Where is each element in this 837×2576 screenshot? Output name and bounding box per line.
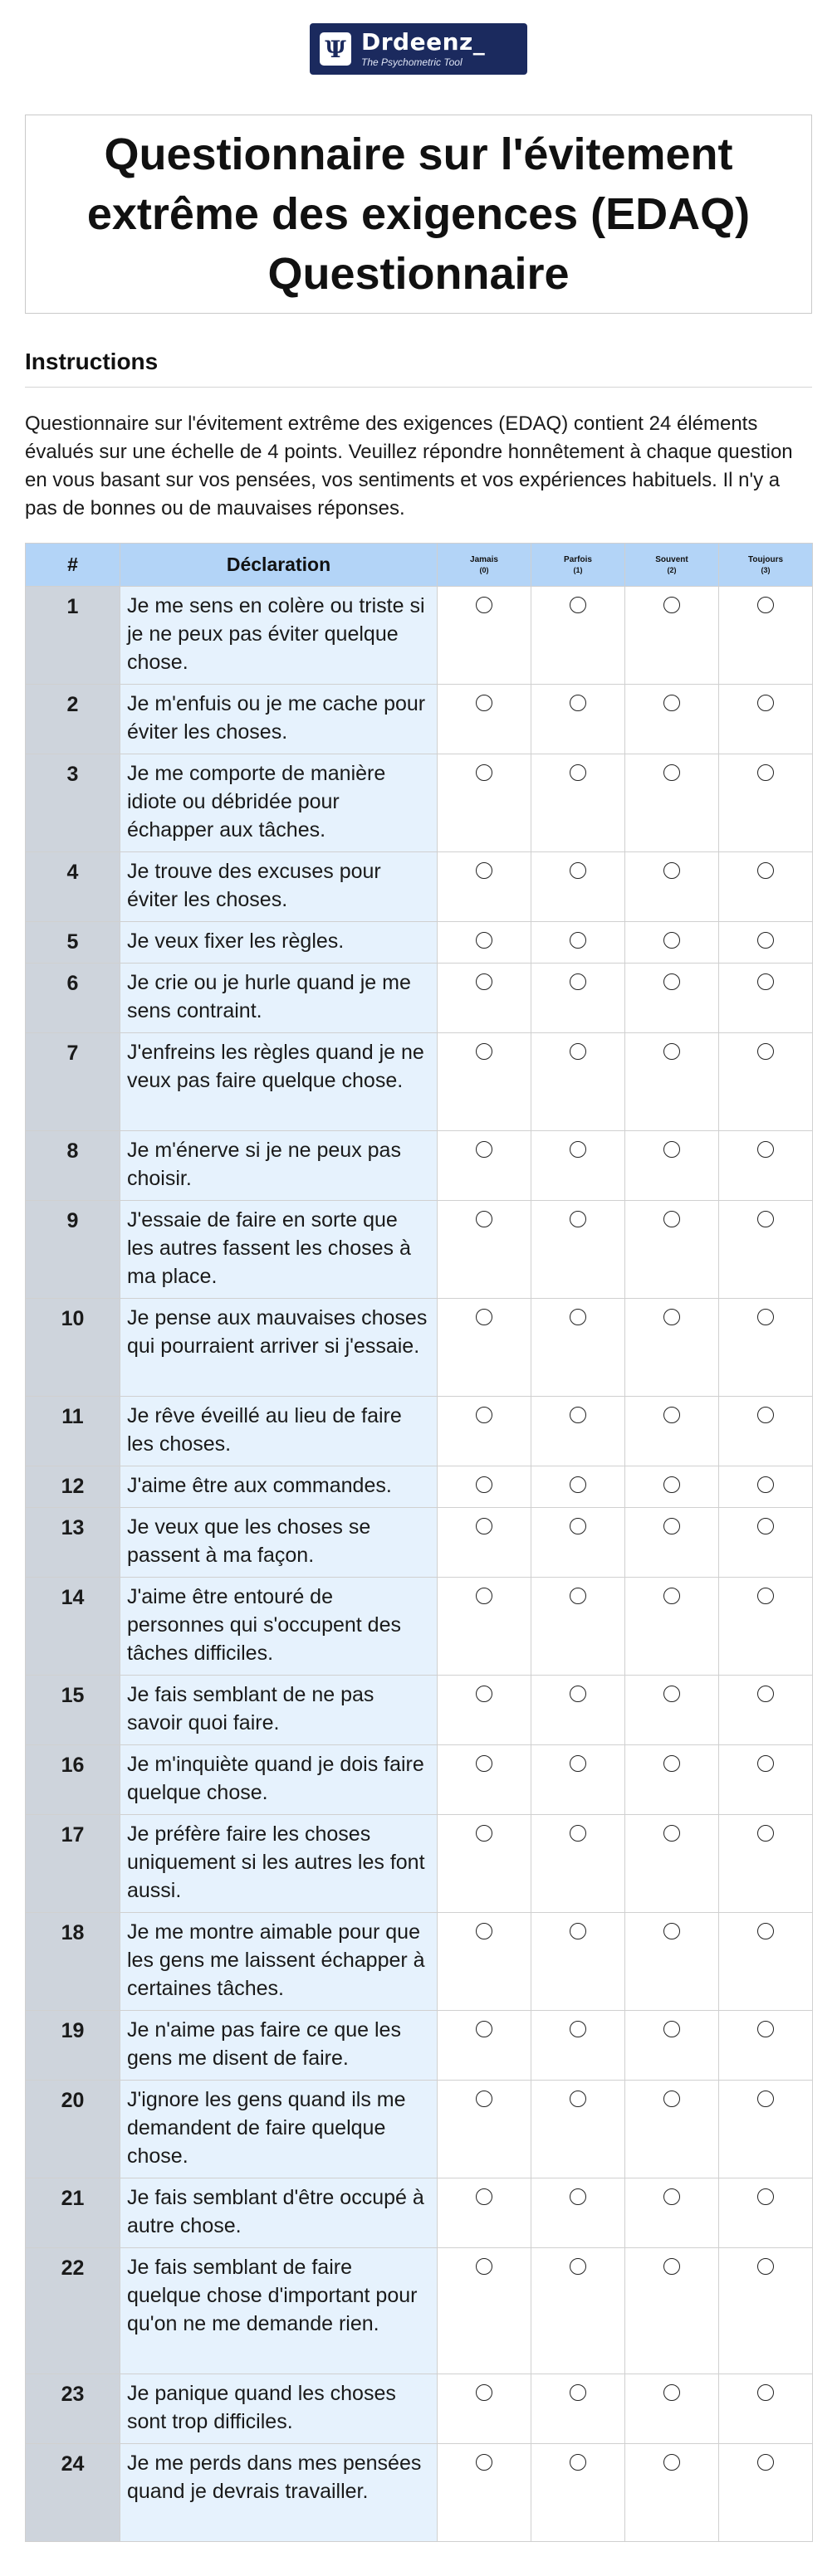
item-number: 23 (26, 2374, 120, 2444)
option-cell-toujours (719, 1913, 813, 2011)
table-row (26, 1578, 813, 1676)
item-statement: Je trouve des excuses pour éviter les choses. (120, 852, 438, 922)
radio-souvent[interactable] (663, 932, 680, 949)
item-number: 11 (26, 1397, 120, 1466)
option-cell-jamais (438, 852, 531, 922)
instructions-heading: Instructions (25, 349, 159, 374)
option-cell-parfois (531, 1397, 625, 1466)
radio-souvent[interactable] (663, 1043, 680, 1060)
radio-souvent[interactable] (663, 1211, 680, 1227)
item-statement: Je me perds dans mes pensées quand je devrais travailler. (120, 2444, 438, 2542)
questionnaire-table (25, 543, 813, 2542)
option-cell-toujours (719, 1131, 813, 1201)
option-cell-parfois (531, 1299, 625, 1397)
option-cell-jamais (438, 1299, 531, 1397)
radio-souvent[interactable] (663, 2188, 680, 2205)
header-option-jamais (438, 544, 531, 587)
radio-souvent[interactable] (663, 764, 680, 781)
item-statement: Je m'inquiète quand je dois faire quelque chose. (120, 1745, 438, 1815)
table-row (26, 1676, 813, 1745)
radio-souvent[interactable] (663, 1476, 680, 1493)
table-row (26, 2081, 813, 2178)
option-cell-souvent (625, 2374, 719, 2444)
option-cell-jamais (438, 1913, 531, 2011)
option-cell-parfois (531, 754, 625, 852)
item-number: 22 (26, 2248, 120, 2374)
option-cell-souvent (625, 1745, 719, 1815)
option-cell-souvent (625, 754, 719, 852)
option-cell-toujours (719, 2374, 813, 2444)
radio-jamais[interactable] (476, 1755, 492, 1772)
radio-toujours[interactable] (757, 1686, 774, 1702)
item-statement: Je n'aime pas faire ce que les gens me disent de faire. (120, 2011, 438, 2081)
table-row (26, 1131, 813, 1201)
radio-toujours[interactable] (757, 764, 774, 781)
psi-logo-icon: Ψ (320, 32, 351, 66)
brand-name: Drdeenz_ (361, 28, 486, 56)
radio-parfois[interactable] (570, 1686, 586, 1702)
option-cell-toujours (719, 1745, 813, 1815)
item-number: 7 (26, 1033, 120, 1131)
radio-jamais[interactable] (476, 2021, 492, 2037)
option-cell-toujours (719, 1676, 813, 1745)
radio-parfois[interactable] (570, 2021, 586, 2037)
option-cell-jamais (438, 922, 531, 964)
radio-toujours[interactable] (757, 2384, 774, 2401)
item-statement: J'enfreins les règles quand je ne veux pas faire quelque chose. (120, 1033, 438, 1131)
option-cell-parfois (531, 852, 625, 922)
radio-toujours[interactable] (757, 973, 774, 990)
option-cell-toujours (719, 2178, 813, 2248)
option-cell-souvent (625, 2248, 719, 2374)
item-statement: Je rêve éveillé au lieu de faire les choses. (120, 1397, 438, 1466)
radio-toujours[interactable] (757, 2091, 774, 2107)
item-number: 12 (26, 1466, 120, 1508)
item-statement: J'aime être aux commandes. (120, 1466, 438, 1508)
radio-toujours[interactable] (757, 1309, 774, 1325)
radio-jamais[interactable] (476, 1686, 492, 1702)
option-cell-parfois (531, 587, 625, 685)
radio-jamais[interactable] (476, 862, 492, 879)
header-option-parfois (531, 544, 625, 587)
brand-tagline: The Psychometric Tool (361, 56, 463, 68)
option-cell-souvent (625, 1913, 719, 2011)
radio-parfois[interactable] (570, 2091, 586, 2107)
table-body (26, 587, 813, 2542)
radio-jamais[interactable] (476, 695, 492, 711)
radio-jamais[interactable] (476, 1141, 492, 1158)
item-number: 9 (26, 1201, 120, 1299)
radio-jamais[interactable] (476, 1211, 492, 1227)
radio-parfois[interactable] (570, 2258, 586, 2275)
option-cell-parfois (531, 1131, 625, 1201)
option-cell-parfois (531, 1578, 625, 1676)
radio-toujours[interactable] (757, 1141, 774, 1158)
option-score: (0) (479, 566, 489, 574)
option-cell-parfois (531, 2011, 625, 2081)
option-cell-parfois (531, 1466, 625, 1508)
option-cell-souvent (625, 922, 719, 964)
option-cell-jamais (438, 1676, 531, 1745)
radio-toujours[interactable] (757, 2188, 774, 2205)
option-cell-parfois (531, 1676, 625, 1745)
option-label: Souvent (655, 555, 688, 564)
option-cell-jamais (438, 1466, 531, 1508)
item-number: 1 (26, 587, 120, 685)
radio-souvent[interactable] (663, 1588, 680, 1604)
option-cell-parfois (531, 2248, 625, 2374)
radio-toujours[interactable] (757, 1588, 774, 1604)
item-statement: Je fais semblant de faire quelque chose d'important pour qu'on ne me demande rien. (120, 2248, 438, 2374)
radio-souvent[interactable] (663, 597, 680, 613)
table-row (26, 1033, 813, 1131)
option-cell-toujours (719, 1578, 813, 1676)
radio-toujours[interactable] (757, 1518, 774, 1534)
option-cell-jamais (438, 2374, 531, 2444)
item-number: 19 (26, 2011, 120, 2081)
table-row (26, 1397, 813, 1466)
option-cell-toujours (719, 2444, 813, 2542)
radio-toujours[interactable] (757, 2258, 774, 2275)
option-cell-parfois (531, 2178, 625, 2248)
radio-toujours[interactable] (757, 1407, 774, 1423)
radio-souvent[interactable] (663, 1309, 680, 1325)
radio-jamais[interactable] (476, 1407, 492, 1423)
table-row (26, 685, 813, 754)
option-cell-toujours (719, 852, 813, 922)
item-number: 18 (26, 1913, 120, 2011)
radio-parfois[interactable] (570, 932, 586, 949)
item-number: 24 (26, 2444, 120, 2542)
option-cell-jamais (438, 1508, 531, 1578)
item-statement: Je me montre aimable pour que les gens me laissent échapper à certaines tâches. (120, 1913, 438, 2011)
page-title: Questionnaire sur l'évitement extrême des exigences (EDAQ) Questionnaire (86, 129, 751, 299)
item-number: 5 (26, 922, 120, 964)
logo-text (361, 28, 486, 68)
option-cell-jamais (438, 964, 531, 1033)
radio-toujours[interactable] (757, 1476, 774, 1493)
radio-souvent[interactable] (663, 1923, 680, 1939)
option-cell-jamais (438, 587, 531, 685)
item-statement: J'aime être entouré de personnes qui s'occupent des tâches difficiles. (120, 1578, 438, 1676)
radio-jamais[interactable] (476, 1923, 492, 1939)
item-statement: Je fais semblant de ne pas savoir quoi faire. (120, 1676, 438, 1745)
option-cell-parfois (531, 1033, 625, 1131)
radio-parfois[interactable] (570, 2454, 586, 2471)
item-number: 20 (26, 2081, 120, 2178)
radio-jamais[interactable] (476, 1588, 492, 1604)
table-row (26, 1508, 813, 1578)
item-number: 6 (26, 964, 120, 1033)
option-cell-souvent (625, 1033, 719, 1131)
item-statement: Je me comporte de manière idiote ou débridée pour échapper aux tâches. (120, 754, 438, 852)
option-cell-jamais (438, 754, 531, 852)
radio-parfois[interactable] (570, 1518, 586, 1534)
option-score: (3) (761, 566, 771, 574)
radio-parfois[interactable] (570, 764, 586, 781)
option-cell-souvent (625, 1131, 719, 1201)
item-number: 16 (26, 1745, 120, 1815)
radio-jamais[interactable] (476, 597, 492, 613)
header-statement: Déclaration (120, 544, 438, 587)
logo-container (0, 23, 837, 75)
option-cell-parfois (531, 922, 625, 964)
item-statement: J'essaie de faire en sorte que les autres fassent les choses à ma place. (120, 1201, 438, 1299)
option-score: (1) (573, 566, 583, 574)
item-statement: Je m'enfuis ou je me cache pour éviter les choses. (120, 685, 438, 754)
radio-souvent[interactable] (663, 1755, 680, 1772)
radio-jamais[interactable] (476, 1825, 492, 1842)
item-number: 8 (26, 1131, 120, 1201)
table-header-row (26, 544, 813, 587)
item-number: 17 (26, 1815, 120, 1913)
option-cell-toujours (719, 2011, 813, 2081)
option-cell-souvent (625, 1815, 719, 1913)
radio-souvent[interactable] (663, 695, 680, 711)
radio-jamais[interactable] (476, 2091, 492, 2107)
item-statement: Je m'énerve si je ne peux pas choisir. (120, 1131, 438, 1201)
option-cell-toujours (719, 1466, 813, 1508)
radio-parfois[interactable] (570, 1476, 586, 1493)
option-cell-souvent (625, 685, 719, 754)
title-box (25, 115, 812, 314)
option-cell-parfois (531, 1201, 625, 1299)
option-cell-souvent (625, 852, 719, 922)
item-statement: Je pense aux mauvaises choses qui pourraient arriver si j'essaie. (120, 1299, 438, 1397)
option-cell-souvent (625, 1397, 719, 1466)
option-cell-jamais (438, 2248, 531, 2374)
radio-souvent[interactable] (663, 1825, 680, 1842)
item-number: 14 (26, 1578, 120, 1676)
radio-souvent[interactable] (663, 1407, 680, 1423)
item-statement: Je veux fixer les règles. (120, 922, 438, 964)
radio-parfois[interactable] (570, 597, 586, 613)
radio-jamais[interactable] (476, 2258, 492, 2275)
radio-jamais[interactable] (476, 1309, 492, 1325)
option-cell-jamais (438, 1033, 531, 1131)
table-row (26, 754, 813, 852)
header-number: # (26, 544, 120, 587)
option-cell-jamais (438, 1578, 531, 1676)
option-label: Parfois (564, 555, 592, 564)
item-statement: Je préfère faire les choses uniquement si les autres les font aussi. (120, 1815, 438, 1913)
option-cell-toujours (719, 587, 813, 685)
option-cell-parfois (531, 1745, 625, 1815)
table-row (26, 2248, 813, 2374)
radio-souvent[interactable] (663, 973, 680, 990)
option-cell-parfois (531, 2444, 625, 2542)
option-cell-souvent (625, 1578, 719, 1676)
option-cell-jamais (438, 1397, 531, 1466)
radio-parfois[interactable] (570, 2188, 586, 2205)
option-cell-souvent (625, 2011, 719, 2081)
radio-jamais[interactable] (476, 2188, 492, 2205)
header-option-toujours (719, 544, 813, 587)
item-statement: Je fais semblant d'être occupé à autre chose. (120, 2178, 438, 2248)
option-cell-souvent (625, 2178, 719, 2248)
option-cell-jamais (438, 2444, 531, 2542)
option-cell-jamais (438, 1201, 531, 1299)
item-number: 2 (26, 685, 120, 754)
radio-souvent[interactable] (663, 2384, 680, 2401)
radio-toujours[interactable] (757, 2454, 774, 2471)
radio-toujours[interactable] (757, 932, 774, 949)
option-label: Jamais (470, 555, 498, 564)
table-row (26, 2178, 813, 2248)
radio-toujours[interactable] (757, 1211, 774, 1227)
radio-toujours[interactable] (757, 1923, 774, 1939)
radio-parfois[interactable] (570, 1825, 586, 1842)
table-row (26, 1299, 813, 1397)
table-row (26, 2011, 813, 2081)
radio-parfois[interactable] (570, 1407, 586, 1423)
instructions-divider (25, 387, 812, 388)
item-statement: J'ignore les gens quand ils me demandent de faire quelque chose. (120, 2081, 438, 2178)
radio-jamais[interactable] (476, 973, 492, 990)
radio-souvent[interactable] (663, 1686, 680, 1702)
item-statement: Je me sens en colère ou triste si je ne peux pas éviter quelque chose. (120, 587, 438, 685)
option-cell-parfois (531, 964, 625, 1033)
table-row (26, 1466, 813, 1508)
option-cell-souvent (625, 2081, 719, 2178)
item-number: 4 (26, 852, 120, 922)
radio-souvent[interactable] (663, 2258, 680, 2275)
option-cell-toujours (719, 754, 813, 852)
table-row (26, 1201, 813, 1299)
radio-parfois[interactable] (570, 1043, 586, 1060)
radio-jamais[interactable] (476, 2454, 492, 2471)
radio-parfois[interactable] (570, 1755, 586, 1772)
option-cell-parfois (531, 2374, 625, 2444)
table-row (26, 587, 813, 685)
option-cell-souvent (625, 964, 719, 1033)
item-number: 10 (26, 1299, 120, 1397)
option-cell-toujours (719, 685, 813, 754)
radio-toujours[interactable] (757, 1825, 774, 1842)
option-cell-parfois (531, 2081, 625, 2178)
item-number: 13 (26, 1508, 120, 1578)
radio-souvent[interactable] (663, 1518, 680, 1534)
option-cell-souvent (625, 587, 719, 685)
radio-toujours[interactable] (757, 597, 774, 613)
option-cell-jamais (438, 2011, 531, 2081)
option-cell-souvent (625, 1201, 719, 1299)
option-cell-parfois (531, 1913, 625, 2011)
item-number: 3 (26, 754, 120, 852)
option-cell-jamais (438, 1815, 531, 1913)
radio-jamais[interactable] (476, 1043, 492, 1060)
radio-parfois[interactable] (570, 1141, 586, 1158)
option-cell-souvent (625, 1508, 719, 1578)
option-cell-toujours (719, 1201, 813, 1299)
radio-toujours[interactable] (757, 862, 774, 879)
option-cell-toujours (719, 2081, 813, 2178)
radio-jamais[interactable] (476, 2384, 492, 2401)
option-cell-toujours (719, 1033, 813, 1131)
radio-jamais[interactable] (476, 932, 492, 949)
table-row (26, 2374, 813, 2444)
option-cell-jamais (438, 1131, 531, 1201)
option-cell-jamais (438, 685, 531, 754)
radio-souvent[interactable] (663, 2091, 680, 2107)
option-cell-toujours (719, 1815, 813, 1913)
option-cell-souvent (625, 1466, 719, 1508)
radio-toujours[interactable] (757, 2021, 774, 2037)
option-cell-jamais (438, 2081, 531, 2178)
radio-souvent[interactable] (663, 862, 680, 879)
table-row (26, 1815, 813, 1913)
radio-parfois[interactable] (570, 695, 586, 711)
radio-souvent[interactable] (663, 2021, 680, 2037)
radio-parfois[interactable] (570, 2384, 586, 2401)
table-row (26, 852, 813, 922)
radio-jamais[interactable] (476, 1518, 492, 1534)
radio-souvent[interactable] (663, 1141, 680, 1158)
option-label: Toujours (747, 555, 784, 564)
radio-souvent[interactable] (663, 2454, 680, 2471)
table-row (26, 922, 813, 964)
radio-toujours[interactable] (757, 1755, 774, 1772)
radio-parfois[interactable] (570, 1923, 586, 1939)
header-option-souvent (625, 544, 719, 587)
item-statement: Je veux que les choses se passent à ma façon. (120, 1508, 438, 1578)
radio-parfois[interactable] (570, 1309, 586, 1325)
instructions-text: Questionnaire sur l'évitement extrême des exigences (EDAQ) contient 24 éléments évalués sur une échelle de 4 points. Veuillez répondre honnêtement à chaque question en vous basant sur vos pensées, vos sentiments et vos expériences habituels. Il n'y a pas de bonnes ou de mauvaises réponses. (25, 412, 793, 520)
table-row (26, 2444, 813, 2542)
radio-parfois[interactable] (570, 1588, 586, 1604)
item-statement: Je panique quand les choses sont trop difficiles. (120, 2374, 438, 2444)
radio-parfois[interactable] (570, 1211, 586, 1227)
option-cell-souvent (625, 1676, 719, 1745)
option-score: (2) (667, 566, 677, 574)
option-cell-parfois (531, 685, 625, 754)
radio-toujours[interactable] (757, 695, 774, 711)
option-cell-toujours (719, 922, 813, 964)
option-cell-parfois (531, 1815, 625, 1913)
option-cell-jamais (438, 1745, 531, 1815)
radio-parfois[interactable] (570, 973, 586, 990)
option-cell-souvent (625, 2444, 719, 2542)
brand-logo (310, 23, 527, 75)
option-cell-souvent (625, 1299, 719, 1397)
table-row (26, 1913, 813, 2011)
item-statement: Je crie ou je hurle quand je me sens contraint. (120, 964, 438, 1033)
option-cell-jamais (438, 2178, 531, 2248)
table-row (26, 964, 813, 1033)
item-number: 21 (26, 2178, 120, 2248)
option-cell-toujours (719, 1508, 813, 1578)
option-cell-toujours (719, 2248, 813, 2374)
option-cell-parfois (531, 1508, 625, 1578)
radio-jamais[interactable] (476, 764, 492, 781)
option-cell-toujours (719, 1299, 813, 1397)
radio-toujours[interactable] (757, 1043, 774, 1060)
radio-parfois[interactable] (570, 862, 586, 879)
item-number: 15 (26, 1676, 120, 1745)
option-cell-toujours (719, 964, 813, 1033)
table-row (26, 1745, 813, 1815)
radio-jamais[interactable] (476, 1476, 492, 1493)
option-cell-toujours (719, 1397, 813, 1466)
